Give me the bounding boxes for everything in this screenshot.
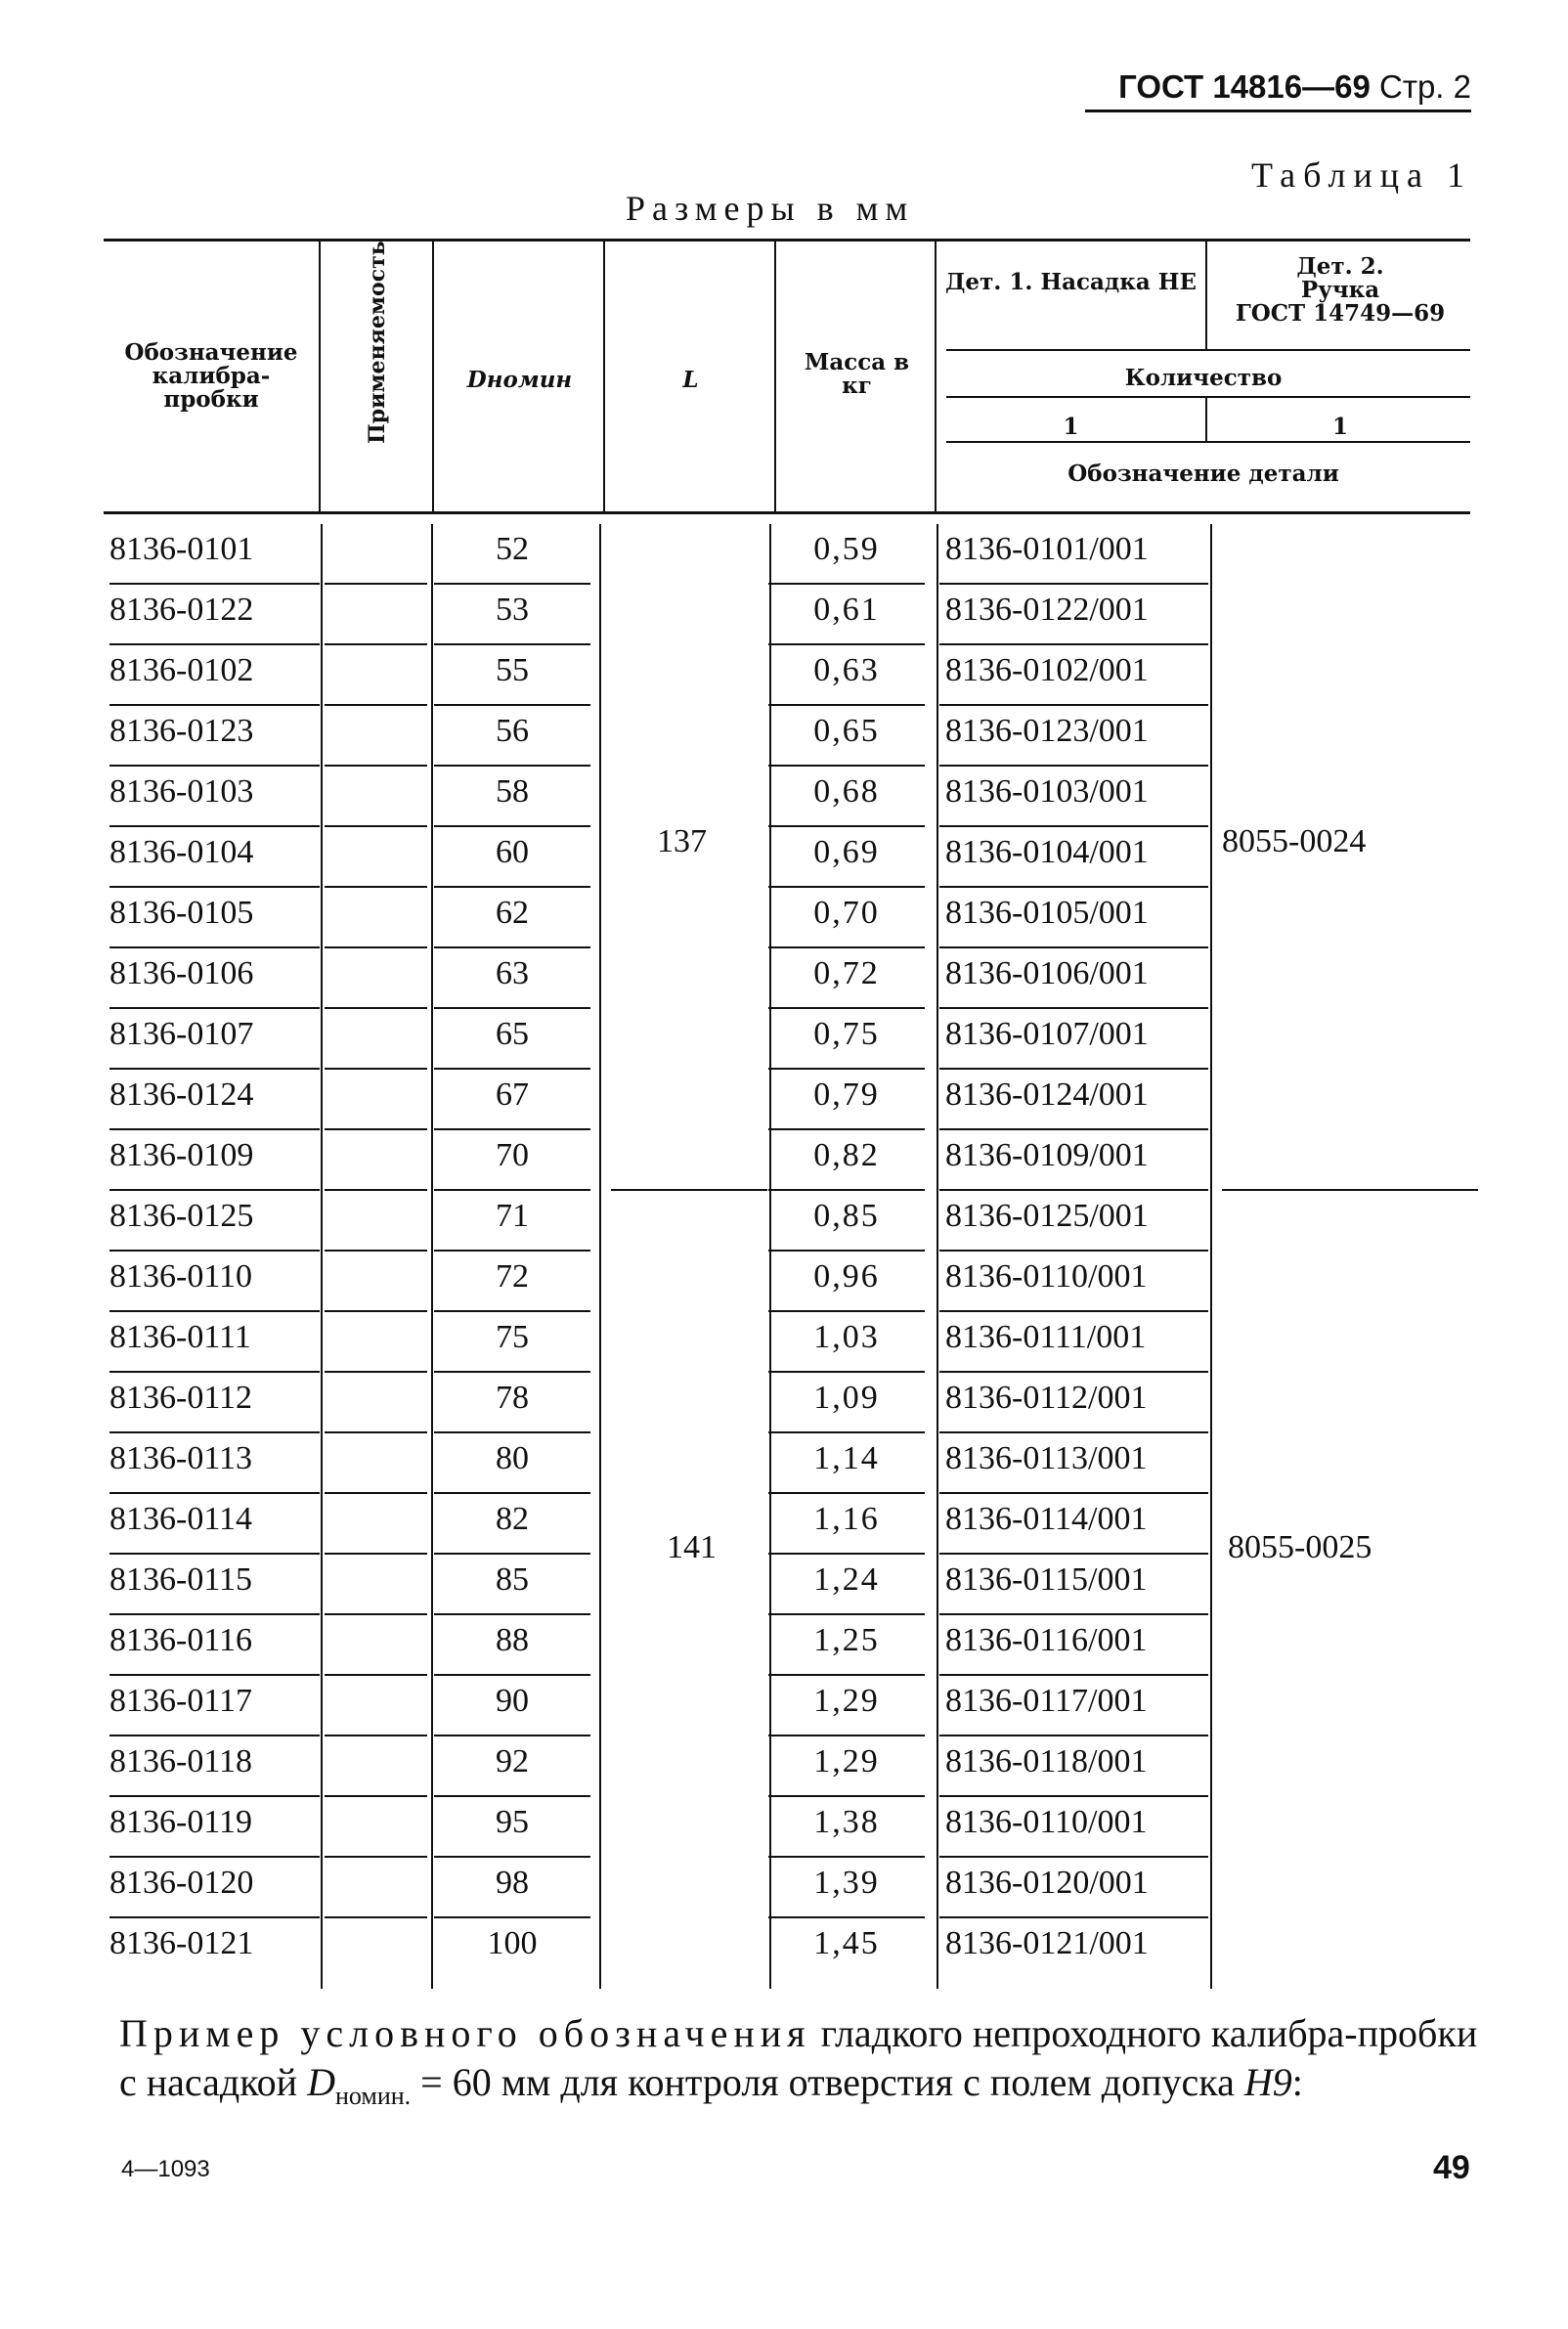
row-code: 8136-0121 bbox=[109, 1925, 254, 1961]
row-code: 8136-0120 bbox=[109, 1858, 320, 1918]
row-dnom: 70 bbox=[434, 1130, 590, 1191]
row-applicability bbox=[325, 1797, 427, 1858]
header-dnom-cell bbox=[434, 242, 605, 511]
row-mass: 0,79 bbox=[768, 1070, 925, 1130]
row-det1: 8136-0114/001 bbox=[939, 1494, 1208, 1555]
page-number: 49 bbox=[1433, 2149, 1470, 2186]
header-qty2: 1 bbox=[1331, 414, 1348, 440]
row-dnom: 85 bbox=[434, 1555, 590, 1615]
row-det1: 8136-0116/001 bbox=[939, 1615, 1208, 1676]
table-row bbox=[104, 524, 1470, 585]
row-dnom: 95 bbox=[434, 1797, 590, 1858]
header-det-divider bbox=[1205, 242, 1207, 349]
row-dnom: 75 bbox=[434, 1312, 590, 1373]
row-det1: 8136-0113/001 bbox=[939, 1433, 1208, 1494]
row-applicability bbox=[325, 1433, 427, 1494]
header-designation: Обозначение калибра-пробки bbox=[124, 339, 298, 413]
table-row bbox=[104, 1858, 1470, 1918]
row-dnom: 55 bbox=[434, 645, 590, 706]
row-det1: 8136-0102/001 bbox=[939, 645, 1208, 706]
row-det1: 8136-0105/001 bbox=[939, 888, 1208, 948]
row-applicability bbox=[325, 645, 427, 706]
table-row bbox=[104, 1191, 1470, 1252]
row-applicability bbox=[325, 524, 427, 585]
row-code: 8136-0110 bbox=[109, 1252, 320, 1312]
row-code: 8136-0124 bbox=[109, 1070, 320, 1130]
row-applicability bbox=[325, 888, 427, 948]
row-det1: 8136-0117/001 bbox=[939, 1676, 1208, 1736]
header-qty-divider bbox=[1205, 398, 1207, 441]
table-row bbox=[104, 1373, 1470, 1433]
header-mass-cell bbox=[776, 242, 936, 511]
row-applicability bbox=[325, 1130, 427, 1191]
row-code: 8136-0113 bbox=[109, 1433, 320, 1494]
row-mass: 1,16 bbox=[768, 1494, 925, 1555]
table-row bbox=[104, 706, 1470, 767]
header-rule-3 bbox=[946, 441, 1470, 443]
row-det1: 8136-0125/001 bbox=[939, 1191, 1208, 1252]
header-applicability-cell bbox=[321, 242, 434, 511]
row-applicability bbox=[325, 585, 427, 645]
row-mass: 0,96 bbox=[768, 1252, 925, 1312]
table-row bbox=[104, 1676, 1470, 1736]
header-det2-line2: Ручка bbox=[1300, 277, 1380, 303]
row-applicability bbox=[325, 1312, 427, 1373]
header-length-cell bbox=[605, 242, 776, 511]
row-mass: 0,69 bbox=[768, 827, 925, 888]
row-dnom: 56 bbox=[434, 706, 590, 767]
header-rule-1 bbox=[946, 349, 1470, 351]
row-mass: 1,29 bbox=[768, 1736, 925, 1797]
header-part-designation: Обозначение детали bbox=[1067, 461, 1339, 487]
row-dnom: 62 bbox=[434, 888, 590, 948]
row-mass: 1,14 bbox=[768, 1433, 925, 1494]
row-applicability bbox=[325, 767, 427, 827]
header-length: L bbox=[682, 367, 699, 393]
row-dnom: 60 bbox=[434, 827, 590, 888]
row-code: 8136-0125 bbox=[109, 1191, 320, 1252]
header-designation-cell bbox=[104, 242, 321, 511]
table-row bbox=[104, 948, 1470, 1009]
print-code: 4—1093 bbox=[121, 2156, 210, 2182]
row-applicability bbox=[325, 1009, 427, 1070]
row-det1: 8136-0110/001 bbox=[939, 1797, 1208, 1858]
row-det1: 8136-0112/001 bbox=[939, 1373, 1208, 1433]
row-det1: 8136-0111/001 bbox=[939, 1312, 1208, 1373]
row-applicability bbox=[325, 1494, 427, 1555]
note-text-2: = 60 мм для контроля отверстия с полем допуска bbox=[411, 2060, 1244, 2104]
table-row bbox=[104, 1736, 1470, 1797]
row-det1: 8136-0109/001 bbox=[939, 1130, 1208, 1191]
row-code: 8136-0101 bbox=[109, 524, 320, 585]
table-row bbox=[104, 1918, 1470, 1979]
row-applicability bbox=[325, 1918, 427, 1979]
row-dnom: 90 bbox=[434, 1676, 590, 1736]
handle-group-1: 8055-0024 bbox=[1222, 823, 1367, 859]
row-det1: 8136-0124/001 bbox=[939, 1070, 1208, 1130]
row-applicability bbox=[325, 1736, 427, 1797]
table-row bbox=[104, 1312, 1470, 1373]
row-code: 8136-0103 bbox=[109, 767, 320, 827]
table-row bbox=[104, 1070, 1470, 1130]
row-code: 8136-0102 bbox=[109, 645, 320, 706]
standard-number: ГОСТ 14816—69 bbox=[1118, 68, 1371, 105]
row-dnom: 65 bbox=[434, 1009, 590, 1070]
row-code: 8136-0119 bbox=[109, 1797, 320, 1858]
row-det1: 8136-0121/001 bbox=[945, 1925, 1149, 1961]
row-mass: 0,68 bbox=[768, 767, 925, 827]
header-rule-2 bbox=[946, 396, 1470, 398]
table-row bbox=[104, 888, 1470, 948]
header-parts-group bbox=[936, 242, 1470, 511]
row-det1: 8136-0110/001 bbox=[939, 1252, 1208, 1312]
row-code: 8136-0114 bbox=[109, 1494, 320, 1555]
row-mass: 0,70 bbox=[768, 888, 925, 948]
row-mass: 1,39 bbox=[768, 1858, 925, 1918]
handle-group-2: 8055-0025 bbox=[1228, 1529, 1372, 1565]
table-row bbox=[104, 585, 1470, 645]
table-row bbox=[104, 1615, 1470, 1676]
row-det1: 8136-0122/001 bbox=[939, 585, 1208, 645]
table-row bbox=[104, 645, 1470, 706]
row-mass: 0,72 bbox=[768, 948, 925, 1009]
row-mass: 1,03 bbox=[768, 1312, 925, 1373]
row-dnom: 52 bbox=[434, 524, 590, 585]
row-mass: 1,45 bbox=[813, 1925, 880, 1961]
header-qty1: 1 bbox=[1063, 414, 1079, 440]
length-group-2: 141 bbox=[667, 1529, 717, 1565]
row-code: 8136-0104 bbox=[109, 827, 320, 888]
row-code: 8136-0106 bbox=[109, 948, 320, 1009]
page-header bbox=[1085, 68, 1471, 112]
row-code: 8136-0111 bbox=[109, 1312, 320, 1373]
row-applicability bbox=[325, 1252, 427, 1312]
row-mass: 0,82 bbox=[768, 1130, 925, 1191]
row-dnom: 53 bbox=[434, 585, 590, 645]
table-row bbox=[104, 1433, 1470, 1494]
row-applicability bbox=[325, 1858, 427, 1918]
row-applicability bbox=[325, 948, 427, 1009]
table-row bbox=[104, 767, 1470, 827]
row-mass: 0,85 bbox=[768, 1191, 925, 1252]
row-mass: 0,61 bbox=[768, 585, 925, 645]
table-header bbox=[104, 239, 1470, 514]
row-dnom: 92 bbox=[434, 1736, 590, 1797]
row-dnom: 78 bbox=[434, 1373, 590, 1433]
table-row bbox=[104, 1797, 1470, 1858]
row-mass: 1,25 bbox=[768, 1615, 925, 1676]
row-code: 8136-0116 bbox=[109, 1615, 320, 1676]
note-tolerance: H9 bbox=[1243, 2060, 1292, 2104]
row-applicability bbox=[325, 706, 427, 767]
row-code: 8136-0122 bbox=[109, 585, 320, 645]
header-det1: Дет. 1. Насадка НЕ bbox=[944, 269, 1198, 295]
row-code: 8136-0109 bbox=[109, 1130, 320, 1191]
row-applicability bbox=[325, 1615, 427, 1676]
note-d-subscript: номин. bbox=[334, 2082, 412, 2110]
row-dnom: 72 bbox=[434, 1252, 590, 1312]
table-row bbox=[104, 1130, 1470, 1191]
row-dnom: 82 bbox=[434, 1494, 590, 1555]
header-quantity: Количество bbox=[1124, 365, 1283, 391]
row-dnom: 63 bbox=[434, 948, 590, 1009]
table-label: Таблица 1 bbox=[1251, 155, 1472, 195]
row-dnom: 98 bbox=[434, 1858, 590, 1918]
header-det2-line3: ГОСТ 14749—69 bbox=[1235, 300, 1446, 327]
header-applicability: Применяемость bbox=[365, 241, 390, 444]
row-det1: 8136-0118/001 bbox=[939, 1736, 1208, 1797]
row-mass: 0,59 bbox=[768, 524, 925, 585]
table-row bbox=[104, 1252, 1470, 1312]
row-mass: 0,75 bbox=[768, 1009, 925, 1070]
row-dnom: 88 bbox=[434, 1615, 590, 1676]
row-applicability bbox=[325, 827, 427, 888]
row-code: 8136-0107 bbox=[109, 1009, 320, 1070]
row-det1: 8136-0104/001 bbox=[939, 827, 1208, 888]
row-dnom: 58 bbox=[434, 767, 590, 827]
row-code: 8136-0118 bbox=[109, 1736, 320, 1797]
header-mass: Масса в кг bbox=[804, 349, 910, 399]
note-text-1: гладкого непроходного калибра-пробки с насадкой bbox=[119, 2011, 1478, 2104]
row-mass: 1,09 bbox=[768, 1373, 925, 1433]
note-d-symbol: D bbox=[307, 2060, 335, 2104]
row-applicability bbox=[325, 1373, 427, 1433]
row-mass: 1,24 bbox=[768, 1555, 925, 1615]
row-applicability bbox=[325, 1555, 427, 1615]
row-dnom: 67 bbox=[434, 1070, 590, 1130]
row-det1: 8136-0103/001 bbox=[939, 767, 1208, 827]
row-code: 8136-0105 bbox=[109, 888, 320, 948]
row-applicability bbox=[325, 1070, 427, 1130]
header-det2-line1: Дет. 2. bbox=[1296, 253, 1384, 280]
row-code: 8136-0123 bbox=[109, 706, 320, 767]
row-dnom: 71 bbox=[434, 1191, 590, 1252]
row-det1: 8136-0115/001 bbox=[939, 1555, 1208, 1615]
row-code: 8136-0117 bbox=[109, 1676, 320, 1736]
row-code: 8136-0115 bbox=[109, 1555, 320, 1615]
row-det1: 8136-0106/001 bbox=[939, 948, 1208, 1009]
row-applicability bbox=[325, 1191, 427, 1252]
row-mass: 0,65 bbox=[768, 706, 925, 767]
table-row bbox=[104, 1009, 1470, 1070]
row-det1: 8136-0107/001 bbox=[939, 1009, 1208, 1070]
row-mass: 1,29 bbox=[768, 1676, 925, 1736]
row-mass: 0,63 bbox=[768, 645, 925, 706]
note-text-3: : bbox=[1291, 2060, 1303, 2104]
row-dnom: 80 bbox=[434, 1433, 590, 1494]
header-dnom: Dномин bbox=[466, 367, 573, 393]
note-lead: Пример условного обозначения bbox=[119, 2011, 811, 2055]
designation-example-note bbox=[119, 2009, 1483, 2121]
units-label: Размеры в мм bbox=[626, 189, 915, 228]
row-det1: 8136-0101/001 bbox=[939, 524, 1208, 585]
row-mass: 1,38 bbox=[768, 1797, 925, 1858]
row-code: 8136-0112 bbox=[109, 1373, 320, 1433]
row-det1: 8136-0123/001 bbox=[939, 706, 1208, 767]
row-applicability bbox=[325, 1676, 427, 1736]
page-reference: Стр. 2 bbox=[1379, 68, 1471, 105]
row-det1: 8136-0120/001 bbox=[939, 1858, 1208, 1918]
length-group-1: 137 bbox=[657, 823, 707, 859]
row-dnom: 100 bbox=[487, 1925, 538, 1961]
